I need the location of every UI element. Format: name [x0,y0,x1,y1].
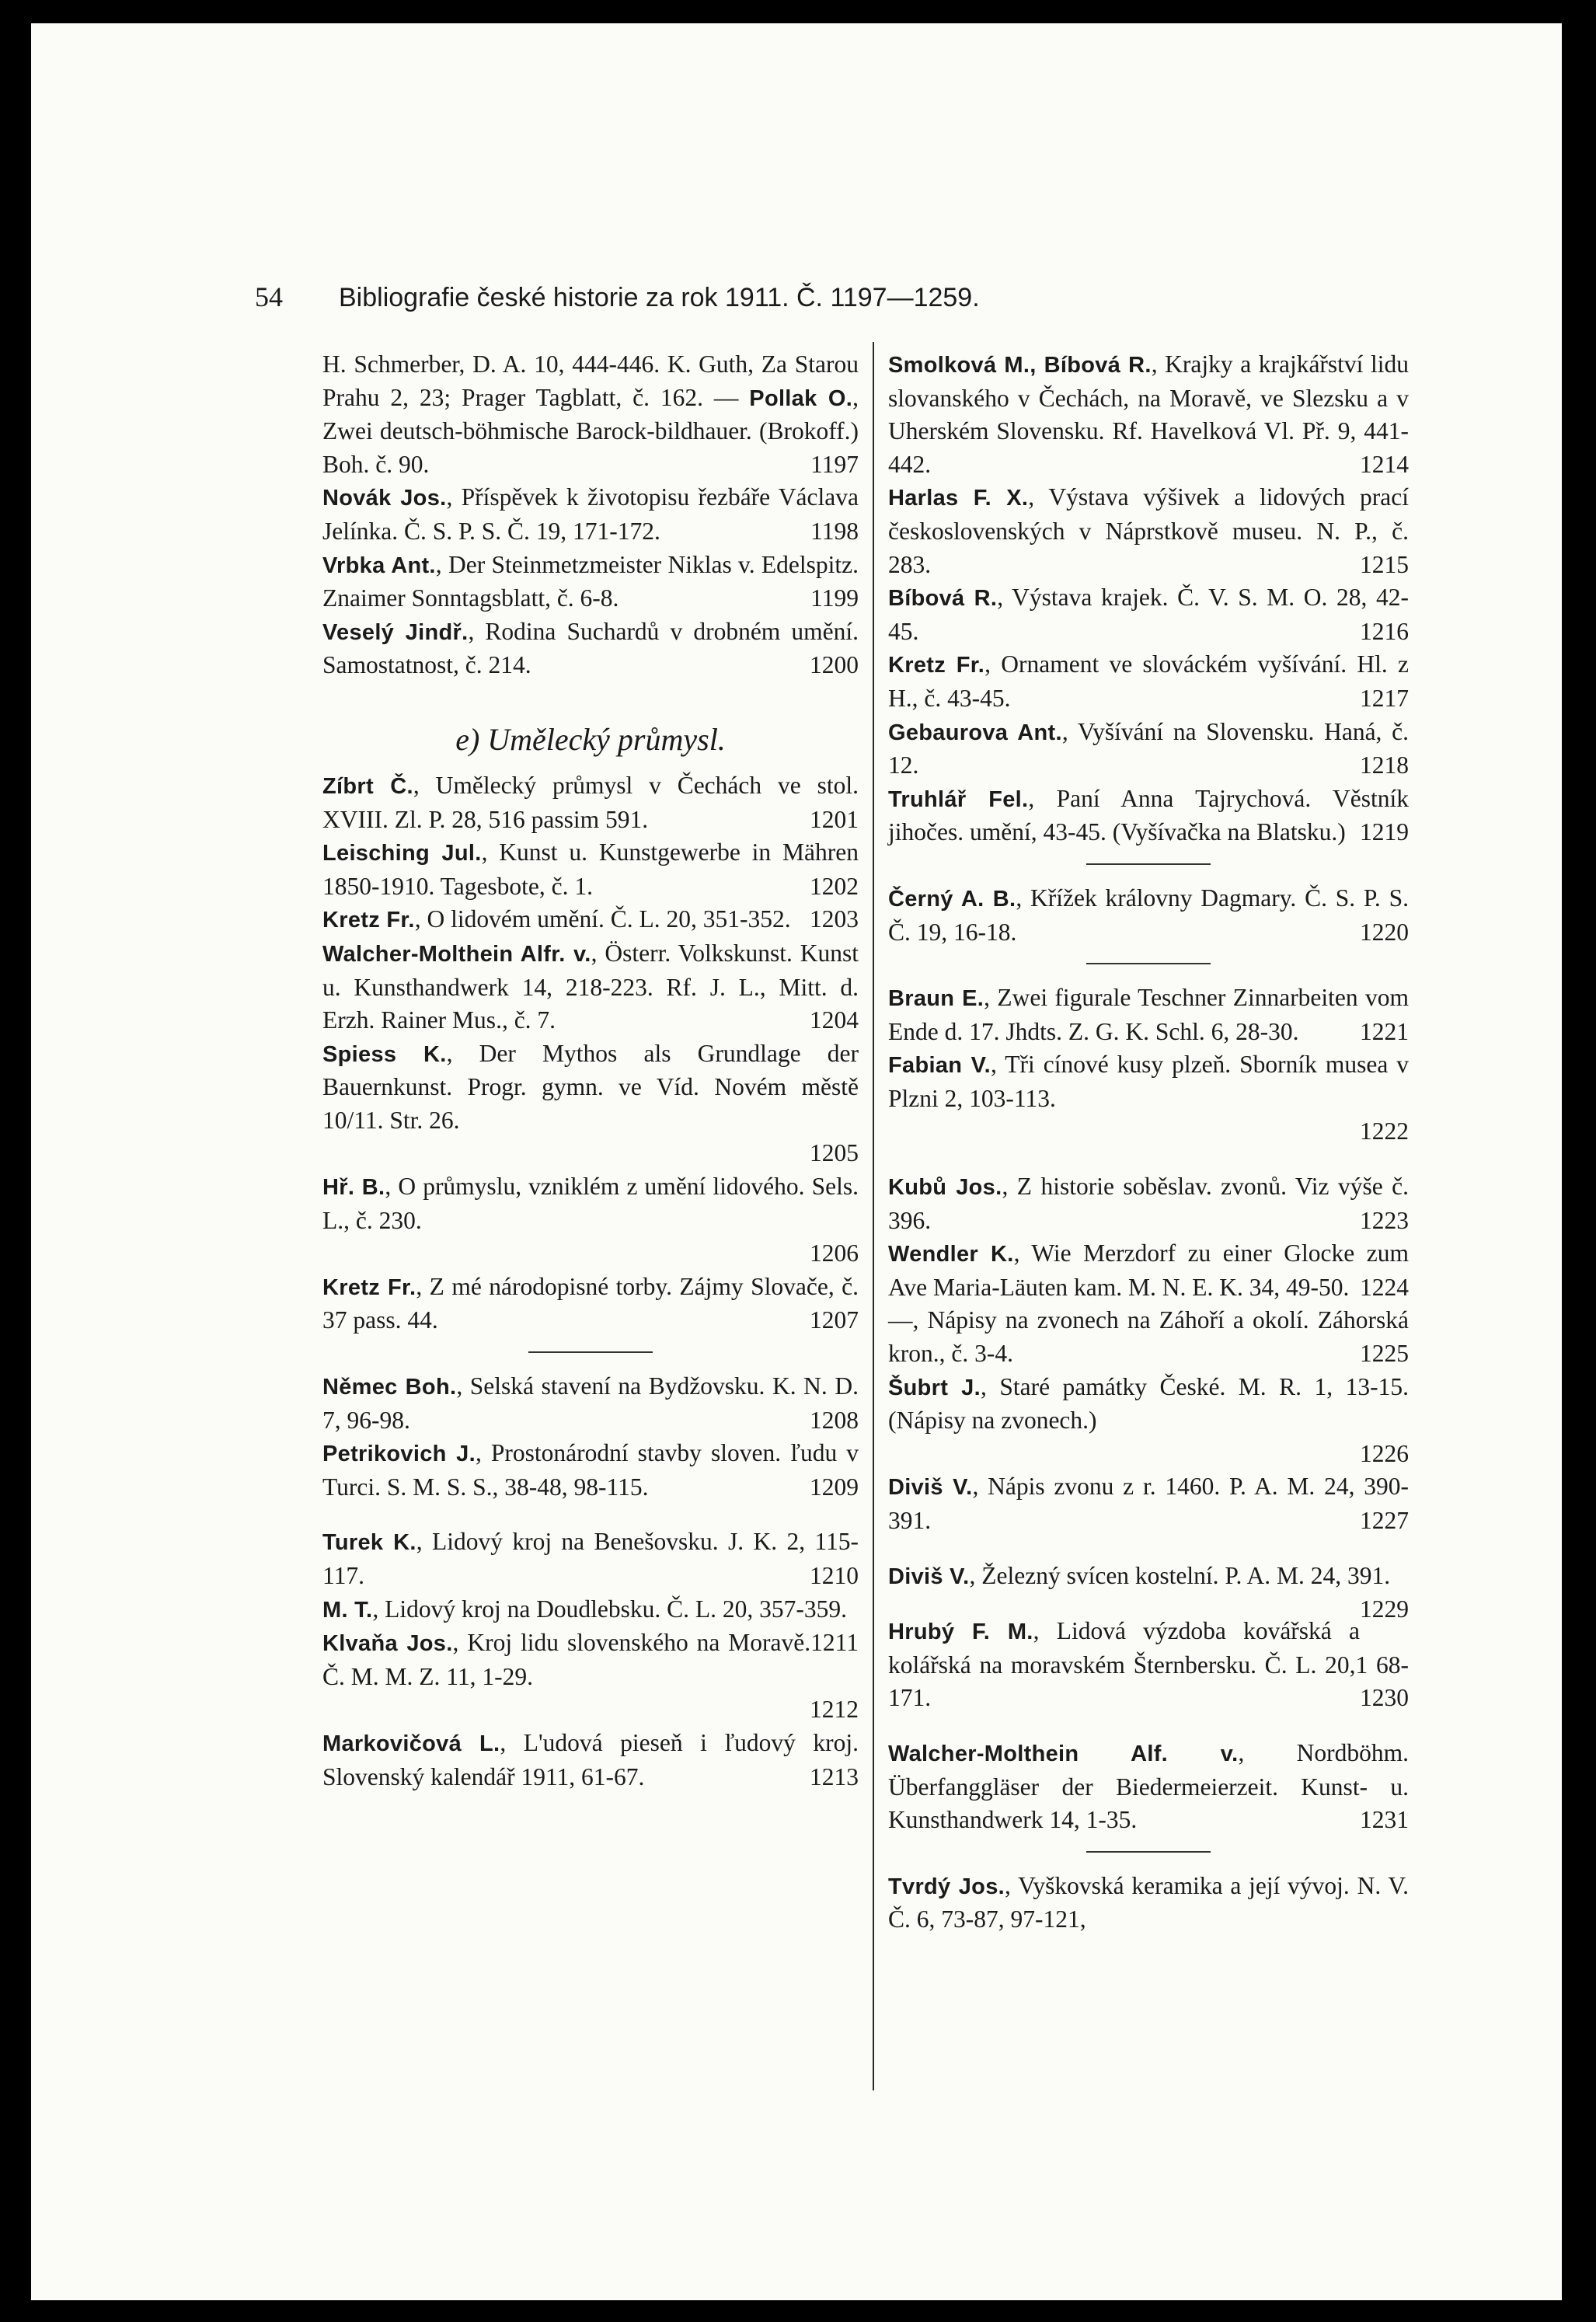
bib-entry: M. T., Lidový kroj na Doudlebsku. Č. L. 20, 357-359. 1211 [322,1593,859,1627]
entry-author: Leisching Jul. [322,841,482,866]
entry-author: Gebaurova Ant. [888,720,1062,745]
right-column [888,348,1409,2089]
entry-author: Pollak O. [749,385,853,411]
separator-rule [1086,963,1211,964]
page-number: 54 [255,281,283,312]
entry-number: 1201 [810,805,859,833]
bib-entry: Kretz Fr., O lidovém umění. Č. L. 20, 351-352. 1203 [322,903,859,937]
bib-entry: Němec Boh., Selská stavení na Bydžovsku. K. N. D. 7, 96-98. 1208 [322,1370,859,1437]
bib-entry: Kubů Jos., Z historie soběslav. zvonů. Viz výše č. 396. 1223 [888,1170,1409,1237]
entry-author: Smolková M., Bíbová R. [888,353,1152,378]
entry-author: Černý A. B. [888,886,1016,912]
entry-author: Veselý Jindř. [322,619,469,645]
separator-rule [1086,1851,1211,1853]
entry-author: Diviš V. [888,1564,970,1589]
entry-author: Hrubý F. M. [888,1619,1033,1645]
entry-author: Kubů Jos. [888,1175,1002,1201]
bib-entry: Vrbka Ant., Der Steinmetzmeister Niklas v. Edelspitz. Znaimer Sonntagsblatt, č. 6-8. 1199 [322,549,859,615]
separator-rule [1086,863,1211,865]
bib-entry: Petrikovich J., Prostonárodní stavby sloven. ľudu v Turci. S. M. S. S., 38-48, 98-115. 1209 [322,1437,859,1504]
entry-author: Braun E. [888,986,984,1012]
entry-number: 1205 [810,1139,859,1167]
bib-entry: Braun E., Zwei figurale Teschner Zinnarbeiten vom Ende d. 17. Jhdts. Z. G. K. Schl. 6, 28-30. 1221 [888,981,1409,1048]
bib-entry: Smolková M., Bíbová R., Krajky a krajkářství lidu slovanského v Čechách, na Moravě, ve Slezsku a v Uherském Slovensku. Rf. Havelková Vl. Př. 9, 441-442. 1214 [888,348,1409,481]
entry-author: Novák Jos. [322,486,447,511]
entry-author: Šubrt J. [888,1375,981,1400]
entry-number: 1203 [810,905,859,933]
entry-author: Wendler K. [888,1242,1014,1267]
entry-number: 1212 [810,1696,859,1724]
entry-number: 1221 [1360,1017,1409,1045]
bib-entry: Turek K., Lidový kroj na Benešovsku. J. K. 2, 115-117. 1210 [322,1525,859,1592]
ditto-dash: — [888,1306,913,1334]
entry-author: Zíbrt Č. [322,773,413,799]
entry-number: 1222 [1360,1117,1409,1145]
entry-number: 1218 [1360,751,1409,779]
bib-entry: Harlas F. X., Výstava výšivek a lidových prací československých v Náprstkově museu. N. P., č. 283. 1215 [888,481,1409,581]
bib-entry: Kretz Fr., Z mé národopisné torby. Zájmy Slovače, č. 37 pass. 44. 1207 [322,1271,859,1337]
bib-entry: Fabian V., Tři cínové kusy plzeň. Sborník musea v Plzni 2, 103-113. 1222 [888,1048,1409,1149]
entry-author: Truhlář Fel. [888,786,1029,812]
column-rule [873,342,874,2090]
entry-number: 1207 [810,1306,859,1334]
entry-author: Harlas F. X. [888,486,1029,511]
entry-author: Němec Boh. [322,1375,457,1400]
separator-rule [528,1351,653,1353]
entry-author: Klvaňa Jos. [322,1631,453,1657]
bib-entry: Černý A. B., Křížek královny Dagmary. Č. S. P. S. Č. 19, 16-18. 1220 [888,882,1409,949]
entry-number: 1208 [810,1406,859,1434]
bib-entry: Bíbová R., Výstava krajek. Č. V. S. M. O. 28, 42-45. 1216 [888,581,1409,648]
bib-entry: Šubrt J., Staré památky České. M. R. 1, 13-15. (Nápisy na zvonech.) 1226 [888,1371,1409,1471]
entry-number: 1213 [810,1762,859,1790]
entry-number: 1209 [810,1473,859,1501]
entry-author: Turek K. [322,1530,416,1556]
bib-entry: Walcher-Molthein Alfr. v., Österr. Volkskunst. Kunst u. Kunsthandwerk 14, 218-223. Rf. J. L., Mitt. d. Erzh. Rainer Mus., č. 7. 1204 [322,937,859,1037]
entry-number: 1198 [810,517,859,545]
entry-author: Kretz Fr. [322,1274,416,1300]
entry-author: Fabian V. [888,1053,991,1079]
entry-author: Spiess K. [322,1041,447,1067]
entry-number: 1215 [1360,550,1409,578]
bib-entry: Tvrdý Jos., Vyškovská keramika a její vývoj. N. V. Č. 6, 73-87, 97-121, [888,1871,1409,1933]
entry-author: Walcher-Molthein Alf. v. [888,1741,1239,1766]
bib-entry: Zíbrt Č., Umělecký průmysl v Čechách ve stol. XVIII. Zl. P. 28, 516 passim 591. 1201 [322,769,859,836]
entry-number: 1219 [1360,818,1409,846]
bib-entry: Walcher-Molthein Alf. v., Nordböhm. Überfanggläser der Biedermeierzeit. Kunst- u. Kunsthandwerk 14, 1-35. 1231 [888,1737,1409,1837]
entry-author: Bíbová R. [888,586,998,612]
bib-entry: —, Nápisy na zvonech na Záhoří a okolí. Záhorská kron., č. 3-4. 1225 [888,1304,1409,1370]
bib-entry: Leisching Jul., Kunst u. Kunstgewerbe in Mähren 1850-1910. Tagesbote, č. 1. 1202 [322,836,859,903]
entry-number: 1231 [1360,1806,1409,1834]
bib-entry: Veselý Jindř., Rodina Suchardů v drobném umění. Samostatnost, č. 214. 1200 [322,615,859,682]
bib-entry: Diviš V., Nápis zvonu z r. 1460. P. A. M. 24, 390-391. 1227 [888,1470,1409,1537]
entry-number: 1223 [1360,1206,1409,1234]
bib-entry: Novák Jos., Příspěvek k životopisu řezbáře Václava Jelínka. Č. S. P. S. Č. 19, 171-172. 1198 [322,481,859,548]
bib-entry: Klvaňa Jos., Kroj lidu slovenského na Moravě. Č. M. M. Z. 11, 1-29. 1212 [322,1626,859,1727]
entry-number: 1220 [1360,918,1409,946]
bib-entry: Diviš V., Železný svícen kostelní. P. A. M. 24, 391. 1229 [888,1560,1409,1594]
entry-number: 1214 [1360,450,1409,478]
entry-number: 1216 [1360,617,1409,645]
entry-author: Diviš V. [888,1475,973,1501]
entry-number: 1229 [1360,1595,1409,1623]
entry-number: 1211 [810,1629,859,1657]
entry-number: 1206 [810,1239,859,1267]
entry-author: Markovičová L. [322,1731,500,1756]
left-column [322,348,859,2089]
page-header [255,280,1156,315]
entry-author: Kretz Fr. [888,653,985,678]
bib-entry: Markovičová L., L'udová pieseň i ľudový kroj. Slovenský kalendář 1911, 61-67. 1213 [322,1727,859,1794]
entry-author: Kretz Fr. [322,908,415,933]
entry-author: Walcher-Molthein Alfr. v. [322,941,591,967]
running-title: Bibliografie české historie za rok 1911. Č. 1197—1259. [339,283,980,312]
entry-number: 1199 [810,584,859,612]
book-page [31,23,1562,2300]
entry-number: 1225 [1360,1340,1409,1368]
entry-author: Hř. B. [322,1175,385,1201]
entry-number: 1200 [810,651,859,679]
entry-number: 1204 [810,1006,859,1034]
bib-entry: Hrubý F. M., Lidová výzdoba kovářská a kolářská na moravském Šternbersku. Č. L. 20,1 68-171. 1230 [888,1615,1409,1715]
entry-number: 1202 [810,872,859,900]
section-heading: e) Umělecký průmysl. [455,721,726,757]
entry-author: Petrikovich J. [322,1442,476,1467]
entry-number: 1230 [1360,1684,1409,1712]
entry-number: 1217 [1360,684,1409,712]
entry-number: 1197 [810,450,859,478]
bib-entry: Wendler K., Wie Merzdorf zu einer Glocke zum Ave Maria-Läuten kam. M. N. E. K. 34, 49-50. 1224 [888,1237,1409,1304]
bib-entry: Hř. B., O průmyslu, vzniklém z umění lidového. Sels. L., č. 230. 1206 [322,1170,859,1271]
entry-number: 1224 [1360,1273,1409,1301]
entry-author: Vrbka Ant. [322,553,436,578]
bib-entry: Truhlář Fel., Paní Anna Tajrychová. Věstník jihočes. umění, 43-45. (Vyšívačka na Blatsku.) 1219 [888,783,1409,849]
entry-number: 1227 [1360,1507,1409,1534]
entry-number: 1226 [1360,1439,1409,1467]
bib-entry: H. Schmerber, D. A. 10, 444-446. K. Guth, Za Starou Prahu 2, 23; Prager Tagblatt, č. 162. — Pollak O., Zwei deutsch-böhmische Barock-bildhauer. (Brokoff.) Boh. č. 90. 1197 [322,348,859,481]
entry-number: 1210 [810,1562,859,1589]
bib-entry: Gebaurova Ant., Vyšívání na Slovensku. Haná, č. 12. 1218 [888,716,1409,783]
bib-entry: Spiess K., Der Mythos als Grundlage der Bauernkunst. Progr. gymn. ve Víd. Novém městě 10/11. Str. 26. 1205 [322,1037,859,1170]
bib-entry: Kretz Fr., Ornament ve slováckém vyšívání. Hl. z H., č. 43-45. 1217 [888,648,1409,715]
entry-author: Tvrdý Jos. [888,1874,1005,1899]
entry-author: M. T. [322,1597,373,1623]
